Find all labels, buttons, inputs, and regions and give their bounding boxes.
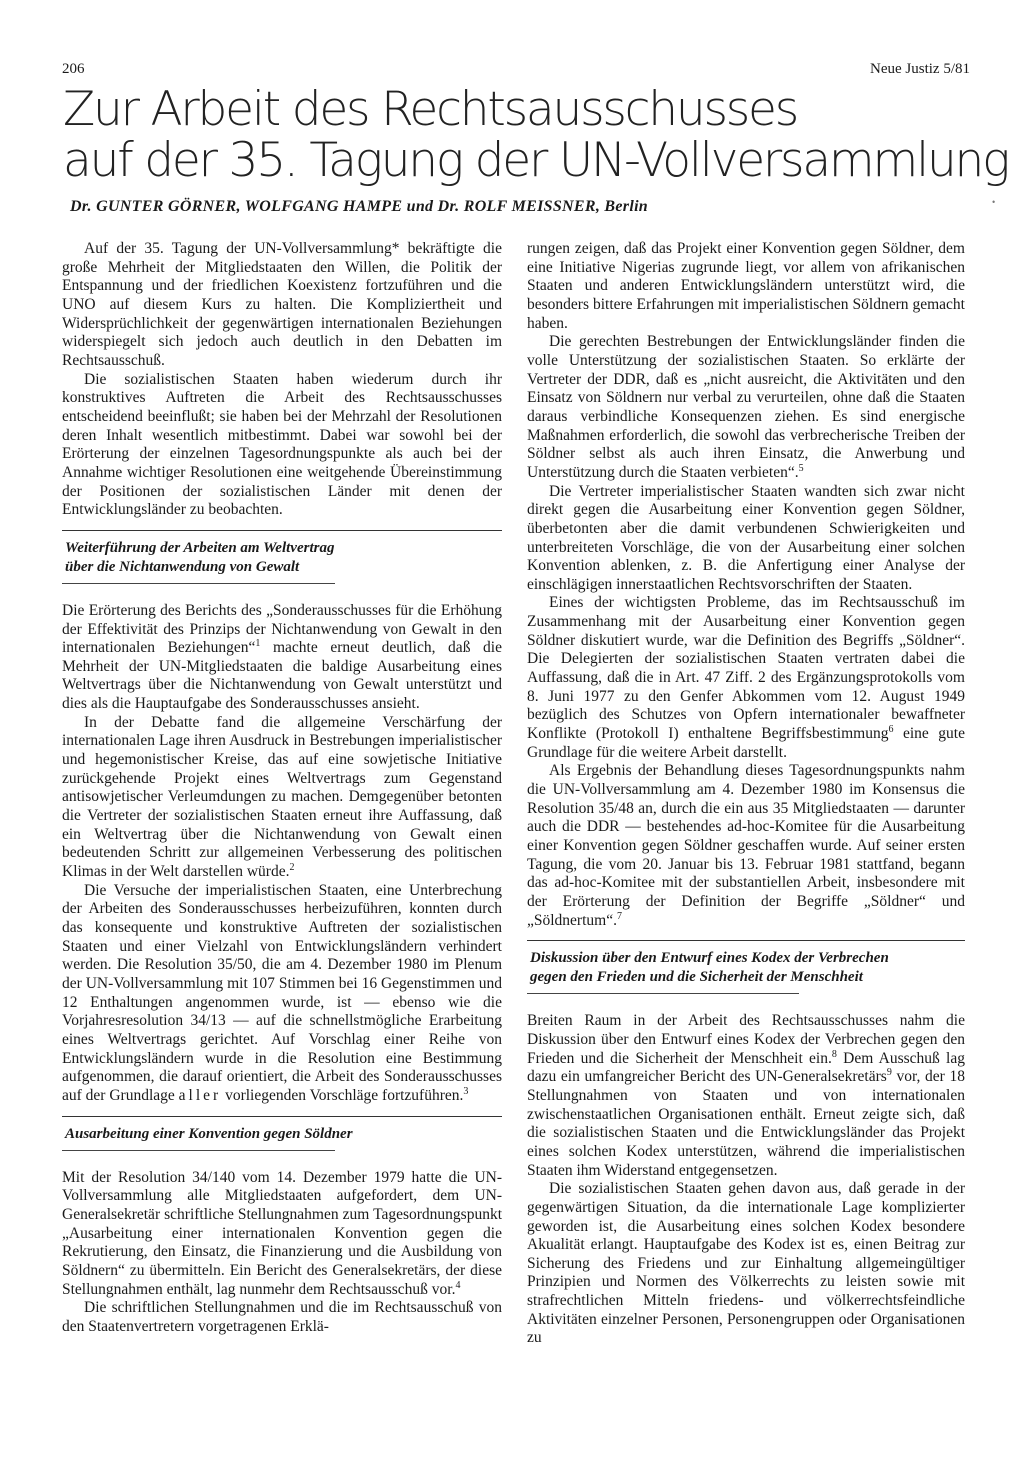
section-divider	[527, 940, 965, 941]
paragraph	[62, 714, 502, 882]
section-heading-line: Ausarbeitung einer Konvention gegen Söldner	[65, 1125, 353, 1142]
footnote-marker: 9	[886, 1067, 892, 1079]
footnote-marker: 5	[798, 462, 804, 474]
section-heading-weltvertrag	[65, 539, 502, 577]
footnote-marker: 2	[289, 861, 295, 873]
paragraph	[62, 882, 502, 1106]
paragraph	[527, 594, 965, 762]
paragraph-text: Breiten Raum in der Arbeit des Rechtsausschusses nahm die Diskussion über den Entwurf eines Kodex der Verbrechen gegen den Frieden und die Sicherheit der Menschheit ein.	[527, 1012, 965, 1067]
section-heading-line: Weiterführung der Arbeiten am Weltvertrag	[65, 539, 335, 556]
section-heading-soeldner	[65, 1125, 502, 1144]
footnote-marker: 4	[455, 1279, 461, 1291]
paragraph-text: Mit der Resolution 34/140 vom 14. Dezember 1979 hatte die UN-Vollversammlung alle Mitgliedstaaten aufgefordert, dem UN-Generalsekretär schriftliche Stellungnahmen zum Tagesordnungspunkt „Ausarbeitung einer internationalen Konvention gegen die Rekrutierung, den Einsatz, die Finanzierung und die Ausbildung von Söldnern“ zu übermitteln. Ein Bericht des Generalsekretärs, der diese Stellungnahmen enthält, lag nunmehr dem Rechtsausschuß vor.	[62, 1168, 502, 1298]
paragraph	[527, 762, 965, 930]
paragraph-text: Dem Ausschuß lag dazu ein umfangreicher Bericht des UN-Generalsekretärs	[527, 1049, 965, 1086]
article-title-line-2: auf der 35. Tagung der UN-Vollversammlung	[63, 133, 1009, 188]
paragraph: Die schriftlichen Stellungnahmen und die im Rechtsausschuß von den Staatenvertretern vorgetragenen Erklä-	[62, 1299, 502, 1335]
paragraph-text: machte erneut deutlich, daß die Mehrheit der UN-Mitgliedstaaten die baldige Ausarbeitung eines Weltvertrags über die Nichtanwendung von Gewalt unterstützt und dies als die Hauptaufgabe des Sonderausschusses ansieht.	[62, 639, 502, 713]
paragraph-text: In der Debatte fand die allgemeine Verschärfung der internationalen Lage ihren Ausdruck in Bestrebungen imperialistischer und hegemonistischer Kreise, das auf eine sowjetische Initiative zurückgehende Projekt eines Weltvertrags zum Gegenstand antisowjetischer Verleumdungen zu machen. Demgegenüber betonten die Vertreter der sozialistischen Staaten erneut ihre Auffassung, daß ein Weltvertrag über die Nichtanwendung von Gewalt einen bedeutenden Schritt zur allgemeinen Verbesserung des politischen Klimas in der Welt darstellen würde.	[62, 713, 502, 881]
emphasized-word: aller	[178, 1086, 222, 1104]
margin-mark: •	[991, 198, 996, 207]
section-heading-line: gegen den Frieden und die Sicherheit der Menschheit	[530, 969, 863, 986]
heading-rule	[527, 993, 799, 994]
footnote-marker: 6	[888, 723, 894, 735]
page-number: 206	[62, 61, 85, 77]
paragraph-text: Eines der wichtigsten Probleme, das im Rechtsausschuß im Zusammenhang mit der Ausarbeitung einer Konvention gegen Söldner diskutiert wurde, war die Definition des Begriffs „Söldner“. Die Delegierten der sozialistischen Staaten vertraten dabei die Auffassung, daß die in Art. 47 Ziff. 2 des Ergänzungsprotokolls vom 8. Juni 1977 zu den Genfer Abkommen vom 12. August 1949 bezüglich des Schutzes von Opfern internationaler bewaffneter Konflikte (Protokoll I) enthaltene Begriffsbestimmung	[527, 594, 965, 743]
journal-issue: Neue Justiz 5/81	[870, 61, 970, 77]
footnote-marker: 3	[463, 1085, 469, 1097]
intro-paragraph-1: Auf der 35. Tagung der UN-Vollversammlung* bekräftigte die große Mehrheit der Mitgliedstaaten den Willen, die Politik der Entspannung und der friedlichen Koexistenz fortzuführen und die UNO auf diesem Kurs zu halten. Die Kompliziertheit und Widersprüchlichkeit der gegenwärtigen internationalen Beziehungen widerspiegelt sich jedoch auch deutlich in den Debatten im Rechtsausschuß.	[62, 240, 502, 369]
paragraph-text: vorliegenden Vorschläge fortzuführen.	[221, 1086, 464, 1104]
footnote-marker: 8	[831, 1048, 837, 1060]
paragraph: rungen zeigen, daß das Projekt einer Konvention gegen Söldner, dem eine Initiative Nigerias zugrunde liegt, vor allem von afrikanischen Staaten und anderen Entwicklungsländern unterstützt wird, die besonders bittere Erfahrungen mit imperialistischen Söldnern gemacht haben.	[527, 240, 965, 332]
left-column	[62, 240, 502, 1336]
paragraph	[62, 602, 502, 714]
section-divider	[62, 530, 502, 531]
heading-rule	[62, 583, 335, 584]
article-title	[63, 82, 1009, 188]
paragraph-text: eine gute Grundlage für die weitere Arbeit darstellt.	[527, 725, 965, 761]
paragraph: Die Vertreter imperialistischer Staaten wandten sich zwar nicht direkt gegen die Ausarbeitung einer Konvention gegen Söldner, überbetonten aber die damit verbundenen Schwierigkeiten und unterbreiteten Vorschläge, die von der Ausarbeitung einer solchen Konvention ablenken, z. B. die Anfertigung einer Analyse der einschlägigen innerstaatlichen Rechtsvorschriften der Staaten.	[527, 482, 965, 593]
paragraph-text: vor, der 18 Stellungnahmen von Staaten und von internationalen zwischenstaatlichen Organisationen enthält. Erneut zeigte sich, daß die sozialistischen Staaten und die Entwicklungsländer das Projekt eines solchen Kodex unterstützen, während die imperialistischen Staaten ihm Widerstand entgegensetzen.	[527, 1068, 965, 1179]
paragraph-text: Die Versuche der imperialistischen Staaten, eine Unterbrechung der Arbeiten des Sonderausschusses herbeizuführen, konnten durch das konsequente und konstruktive Auftreten der sozialistischen Staaten und einer Vielzahl von Entwicklungsländern verhindert werden. Die Resolution 35/50, die am 4. Dezember 1980 im Plenum der UN-Vollversammlung mit 107 Stimmen bei 16 Gegenstimmen und 12 Enthaltungen angenommen wurde, ist — ebenso wie die Vorjahresresolution 34/13 — auf die schnellstmögliche Erarbeitung eines Weltvertrags gerichtet. Auf Vorschlag einer Reihe von Entwicklungsländern wurde in die Resolution eine Bestimmung aufgenommen, die darauf orientiert, die Arbeit des Sonderausschusses auf der Grundlage	[62, 881, 502, 1104]
section-divider	[62, 1116, 502, 1117]
article-title-line-1: Zur Arbeit des Rechtsausschusses	[63, 82, 798, 137]
paragraph	[62, 1169, 502, 1300]
right-column	[527, 240, 965, 1348]
paragraph	[527, 333, 965, 482]
paragraph-text: Die Erörterung des Berichts des „Sonderausschusses für die Erhöhung der Effektivität des Prinzips der Nichtanwendung von Gewalt in den internationalen Beziehungen“	[62, 601, 502, 657]
section-heading-line: über die Nichtanwendung von Gewalt	[65, 558, 300, 575]
paragraph	[527, 1012, 965, 1180]
page-header	[62, 56, 970, 82]
footnote-marker: 7	[616, 910, 622, 922]
footnote-marker: 1	[255, 638, 261, 649]
intro-paragraph-2: Die sozialistischen Staaten haben wiederum durch ihr konstruktives Auftreten die Arbeit des Rechtsausschusses entscheidend beeinflußt; sie haben bei der Mehrzahl der Resolutionen deren Inhalt wesentlich mitbestimmt. Dabei war sowohl bei der Erörterung der einzelnen Tagesordnungspunkte als auch bei der Annahme wichtiger Resolutionen eine weitgehende Übereinstimmung der Positionen der sozialistischen Länder mit denen der Entwicklungsländer zu beobachten.	[62, 370, 502, 519]
paragraph-text: Als Ergebnis der Behandlung dieses Tagesordnungspunkts nahm die UN-Vollversammlung am 4. Dezember 1980 im Konsensus die Resolution 35/48 an, durch die ein aus 35 Mitgliedstaaten — darunter auch die DDR — bestehendes ad-hoc-Komitee für die Ausarbeitung einer Konvention gegen Söldner geschaffen wurde. Auf seiner ersten Tagung, die vom 20. Januar bis 13. Februar 1981 stattfand, begann das ad-hoc-Komitee mit der substantiellen Arbeit, insbesondere mit der Erörterung der Definition der Begriffe „Söldner“ und „Söldnertum“.	[527, 762, 965, 929]
section-heading-kodex	[530, 949, 965, 987]
article-authors: Dr. GUNTER GÖRNER, WOLFGANG HAMPE und Dr. ROLF MEISSNER, Berlin	[70, 198, 649, 215]
heading-rule	[62, 1150, 335, 1151]
section-heading-line: Diskussion über den Entwurf eines Kodex der Verbrechen	[530, 950, 889, 967]
paragraph: Die sozialistischen Staaten gehen davon aus, daß gerade in der gegenwärtigen Situation, da die internationale Lage komplizierter geworden ist, die Ausarbeitung eines solchen Kodex besondere Akualität erlangt. Hauptaufgabe des Kodex ist es, einen Beitrag zur Sicherung des Friedens und zur Einhaltung allgemeingültiger Prinzipien und Normen des Völkerrechts zu leisten sowie mit strafrechtlichen Mitteln friedens- und völkerrechtsfeindliche Aktivitäten einzelner Personen, Personengruppen oder Organisationen zu	[527, 1180, 965, 1347]
paragraph-text: Die gerechten Bestrebungen der Entwicklungsländer finden die volle Unterstützung der sozialistischen Staaten. So erklärte der Vertreter der DDR, daß es „nicht ausreicht, die Aktivitäten und den Einsatz von Söldnern nur verbal zu verurteilen, ohne daß die Staaten daraus verbindliche Konsequenzen ziehen. Es sind energische Maßnahmen erforderlich, die sowohl das verbrecherische Treiben der Söldner selbst als auch ihren Einsatz, die Anwerbung und Unterstützung durch die Staaten verbieten“.	[527, 333, 965, 481]
